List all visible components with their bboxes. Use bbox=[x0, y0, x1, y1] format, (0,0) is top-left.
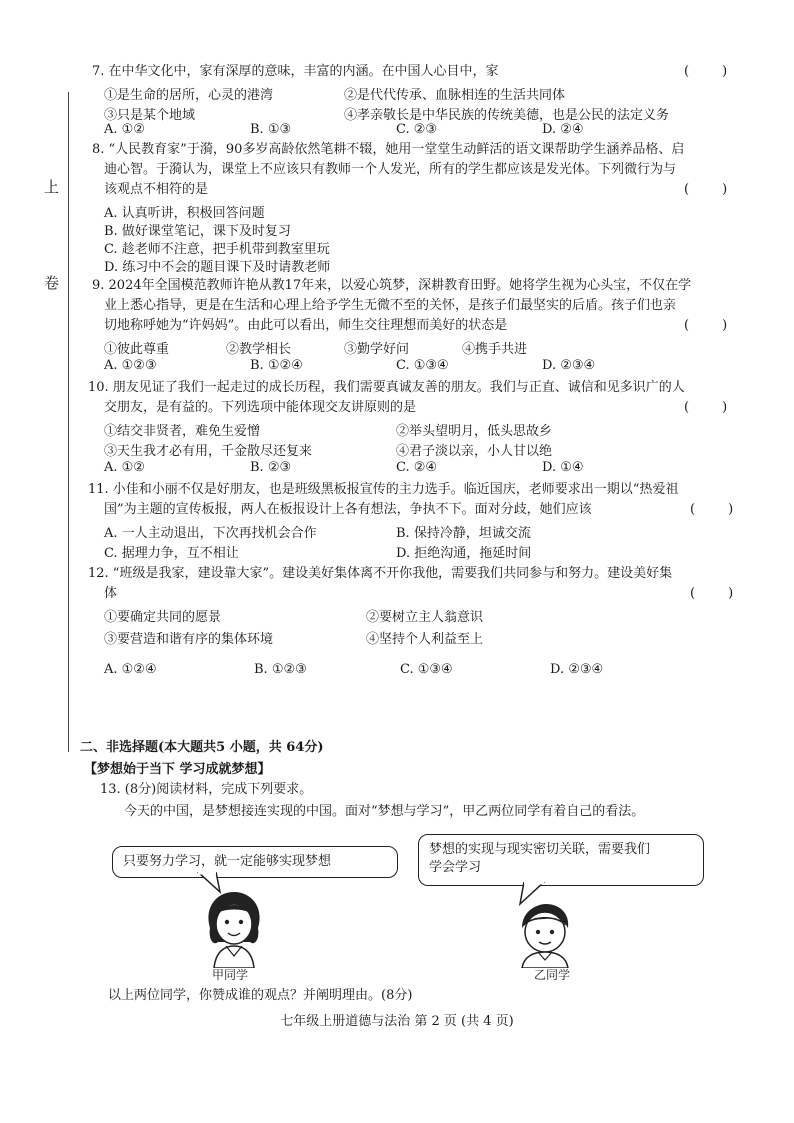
q7-choice-a: A. ①② bbox=[104, 122, 145, 137]
q8-choice-b: B. 做好课堂笔记，课下及时复习 bbox=[104, 224, 291, 239]
q9-choice-d: D. ②③④ bbox=[542, 358, 596, 373]
q12-choice-d: D. ②③④ bbox=[550, 662, 604, 677]
q10-stem-1: 10. 朋友见证了我们一起走过的成长历程，我们需要真诚友善的朋友。我们与正直、诚信和见多识广的人 bbox=[88, 380, 685, 395]
q9-stem-1: 9. 2024年全国模范教师许艳从教17年来，以爱心筑梦，深耕教育田野。她将学生视为心头宝，不仅在学 bbox=[92, 278, 692, 293]
q10-item-4: ④君子淡以亲，小人甘以绝 bbox=[396, 444, 553, 459]
q9-choice-b: B. ①②④ bbox=[250, 358, 303, 373]
q8-answer-paren: ( ) bbox=[684, 182, 728, 197]
q13-question: 以上两位同学，你赞成谁的观点？并阐明理由。(8分) bbox=[108, 988, 413, 1003]
q10-choice-a: A. ①② bbox=[104, 460, 145, 475]
q11-stem-1: 11. 小佳和小丽不仅是好朋友，也是班级黑板报宣传的主力选手。临近国庆，老师要求出一期以“热爱祖 bbox=[88, 482, 679, 497]
q11-choice-d: D. 拒绝沟通，拖延时间 bbox=[396, 546, 532, 561]
q13-stem: 13. (8分)阅读材料，完成下列要求。 bbox=[100, 782, 313, 797]
q9-answer-paren: ( ) bbox=[684, 318, 728, 333]
speech-bubble-left-text: 只要努力学习，就一定能够实现梦想 bbox=[123, 854, 332, 869]
q9-item-2: ②教学相长 bbox=[226, 342, 292, 357]
q7-answer-paren: ( ) bbox=[684, 64, 728, 79]
speech-bubble-right-text-2: 学会学习 bbox=[429, 860, 482, 875]
student-jia-illustration bbox=[198, 888, 270, 968]
q12-item-4: ④坚持个人利益至上 bbox=[366, 632, 484, 647]
q10-item-2: ②举头望明月，低头思故乡 bbox=[396, 424, 553, 439]
q11-choice-c: C. 据理力争，互不相让 bbox=[104, 546, 239, 561]
binding-margin-line bbox=[68, 92, 69, 752]
q9-stem-2: 业上悉心指导，更是在生活和心理上给予学生无微不至的关怀，是孩子们最坚实的后盾。孩子们也亲 bbox=[104, 298, 677, 313]
margin-mark-1: 上 bbox=[44, 178, 60, 196]
q8-stem-3: 该观点不相符的是 bbox=[104, 182, 209, 197]
q8-stem-2: 迪心智。于漪认为，课堂上不应该只有教师一个人发光，所有的学生都应该是发光体。下列微行为与 bbox=[104, 162, 677, 177]
q13-intro: 今天的中国，是梦想接连实现的中国。面对“梦想与学习”，甲乙两位同学有着自己的看法。 bbox=[124, 804, 645, 819]
q8-choice-d: D. 练习中不会的题目课下及时请教老师 bbox=[104, 260, 331, 275]
speech-bubble-right bbox=[418, 834, 704, 886]
speech-bubble-right-text-1: 梦想的实现与现实密切关联，需要我们 bbox=[429, 842, 651, 857]
q11-answer-paren: ( ) bbox=[690, 502, 734, 517]
student-yi-caption: 乙同学 bbox=[534, 968, 571, 982]
q7-choice-d: D. ②④ bbox=[542, 122, 584, 137]
q8-choice-a: A. 认真听讲，积极回答问题 bbox=[104, 206, 265, 221]
q7-choice-b: B. ①③ bbox=[250, 122, 292, 137]
q12-answer-paren: ( ) bbox=[690, 586, 734, 601]
page-footer: 七年级上册道德与法治 第 2 页 (共 4 页) bbox=[280, 1014, 514, 1029]
q12-choice-c: C. ①③④ bbox=[400, 662, 453, 677]
q12-choice-a: A. ①②④ bbox=[104, 662, 157, 677]
q7-item-4: ④孝亲敬长是中华民族的传统美德，也是公民的法定义务 bbox=[344, 108, 670, 123]
student-yi-illustration bbox=[510, 902, 580, 968]
section-2-title: 二、非选择题(本大题共5 小题，共 64分) bbox=[80, 740, 324, 755]
q9-item-3: ③勤学好问 bbox=[344, 342, 410, 357]
margin-mark-2: 卷 bbox=[44, 274, 60, 292]
q7-stem: 7. 在中华文化中，家有深厚的意味，丰富的内涵。在中国人心目中，家 bbox=[92, 64, 499, 79]
q12-stem-2: 体 bbox=[104, 586, 118, 601]
q7-item-1: ①是生命的居所，心灵的港湾 bbox=[104, 88, 274, 103]
q10-choice-b: B. ②③ bbox=[250, 460, 292, 475]
q12-item-1: ①要确定共同的愿景 bbox=[104, 610, 222, 625]
q10-item-3: ③天生我才必有用，千金散尽还复来 bbox=[104, 444, 313, 459]
q12-stem-1: 12. “班级是我家，建设靠大家”。建设美好集体离不开你我他，需要我们共同参与和努力。建设美好集 bbox=[88, 566, 673, 581]
q11-choice-a: A. 一人主动退出，下次再找机会合作 bbox=[104, 526, 317, 541]
q12-item-3: ③要营造和谐有序的集体环境 bbox=[104, 632, 274, 647]
q8-stem-1: 8. “人民教育家”于漪，90多岁高龄依然笔耕不辍，她用一堂堂生动鲜活的语文课帮助学生涵养品格、启 bbox=[92, 142, 685, 157]
q9-choice-a: A. ①②③ bbox=[104, 358, 157, 373]
q12-item-2: ②要树立主人翁意识 bbox=[366, 610, 484, 625]
q10-stem-2: 交朋友，是有益的。下列选项中能体现交友讲原则的是 bbox=[104, 400, 417, 415]
q11-choice-b: B. 保持冷静，坦诚交流 bbox=[396, 526, 531, 541]
q7-item-2: ②是代代传承、血脉相连的生活共同体 bbox=[344, 88, 566, 103]
q8-choice-c: C. 趁老师不注意，把手机带到教室里玩 bbox=[104, 242, 330, 257]
q9-item-1: ①彼此尊重 bbox=[104, 342, 170, 357]
speech-bubble-left bbox=[112, 846, 398, 878]
section-2-subtitle: 【梦想始于当下 学习成就梦想】 bbox=[84, 762, 271, 777]
q10-choice-d: D. ①④ bbox=[542, 460, 584, 475]
q12-choice-b: B. ①②③ bbox=[254, 662, 307, 677]
q7-choice-c: C. ②③ bbox=[396, 122, 438, 137]
q11-stem-2: 国”为主题的宣传板报，两人在板报设计上各有想法，争执不下。面对分歧，她们应该 bbox=[104, 502, 592, 517]
q9-stem-3: 切地称呼她为“许妈妈”。由此可以看出，师生交往理想而美好的状态是 bbox=[104, 318, 508, 333]
q9-choice-c: C. ①③④ bbox=[396, 358, 449, 373]
student-jia-caption: 甲同学 bbox=[212, 968, 249, 982]
q10-choice-c: C. ②④ bbox=[396, 460, 438, 475]
q9-item-4: ④携手共进 bbox=[462, 342, 528, 357]
q7-item-3: ③只是某个地域 bbox=[104, 108, 196, 123]
q10-answer-paren: ( ) bbox=[684, 400, 728, 415]
q10-item-1: ①结交非贤者，难免生爱憎 bbox=[104, 424, 261, 439]
